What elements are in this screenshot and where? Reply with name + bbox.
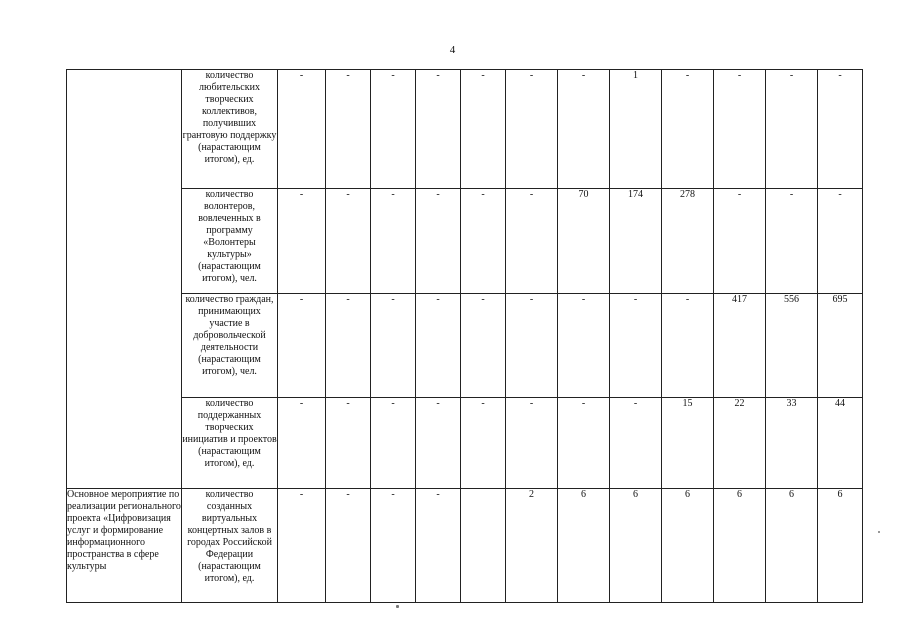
- value-cell: [662, 489, 714, 603]
- value-text: -: [685, 294, 690, 305]
- value-cell: [610, 294, 662, 398]
- value-cell: [818, 294, 863, 398]
- value-text: 417: [732, 294, 747, 305]
- value-cell: [766, 70, 818, 189]
- value-cell: [416, 398, 461, 489]
- value-cell: [326, 70, 371, 189]
- value-text: 695: [832, 294, 848, 305]
- value-cell: [714, 70, 766, 189]
- value-cell: [818, 398, 863, 489]
- value-cell: [326, 189, 371, 294]
- value-cell: [416, 294, 461, 398]
- value-cell: [416, 70, 461, 189]
- value-text: -: [581, 398, 586, 409]
- value-cell: [766, 294, 818, 398]
- value-cell: [818, 489, 863, 603]
- value-text: -: [581, 294, 586, 305]
- value-text: -: [838, 189, 842, 200]
- value-cell: [461, 489, 506, 603]
- value-cell: [278, 70, 326, 189]
- value-cell: [326, 489, 371, 603]
- table-row: [67, 398, 863, 489]
- value-text: -: [346, 398, 350, 409]
- value-cell: [461, 70, 506, 189]
- value-cell: [506, 189, 558, 294]
- value-cell: [662, 294, 714, 398]
- value-cell: [662, 189, 714, 294]
- indicator-cell: количество граждан, принимающих участие в добровольческой деятельности (нарастающим итогом), чел.: [182, 294, 278, 398]
- value-text: -: [299, 189, 304, 200]
- value-cell: [278, 398, 326, 489]
- value-text: 6: [837, 489, 843, 500]
- value-cell: [461, 294, 506, 398]
- value-text: 1: [633, 70, 638, 81]
- value-cell: [714, 489, 766, 603]
- value-text: -: [346, 294, 350, 305]
- value-cell: [766, 398, 818, 489]
- value-cell: [506, 489, 558, 603]
- value-cell: [558, 398, 610, 489]
- value-cell: [766, 489, 818, 603]
- value-cell: [714, 294, 766, 398]
- table-row: [67, 189, 863, 294]
- value-text: 2: [529, 489, 534, 500]
- value-cell: [714, 398, 766, 489]
- value-cell: [662, 398, 714, 489]
- table-row: [67, 70, 863, 189]
- value-text: -: [299, 398, 304, 409]
- value-cell: [818, 70, 863, 189]
- value-text: 70: [578, 189, 589, 200]
- value-cell: [506, 398, 558, 489]
- value-text: 15: [682, 398, 693, 409]
- value-text: 33: [786, 398, 797, 409]
- value-text: 6: [685, 489, 690, 500]
- value-cell: [558, 294, 610, 398]
- scan-speck: [878, 531, 880, 533]
- value-cell: [371, 398, 416, 489]
- indicator-cell: количество волонтеров, вовлеченных в программу «Волонтеры культуры» (нарастающим итогом), чел.: [182, 189, 278, 294]
- indicator-cell: количество созданных виртуальных концертных залов в городах Российской Федерации (нарастающим итогом), ед.: [182, 489, 278, 603]
- table-row: [67, 294, 863, 398]
- value-cell: [416, 189, 461, 294]
- value-text: -: [481, 294, 485, 305]
- value-cell: [610, 70, 662, 189]
- value-text: -: [391, 398, 395, 409]
- value-text: -: [737, 70, 742, 81]
- value-cell: [416, 489, 461, 603]
- value-text: -: [391, 294, 395, 305]
- value-text: -: [346, 189, 350, 200]
- value-cell: [371, 70, 416, 189]
- value-text: -: [737, 189, 742, 200]
- value-text: -: [436, 294, 440, 305]
- value-text: -: [391, 189, 395, 200]
- value-text: -: [529, 70, 534, 81]
- value-text: -: [391, 489, 395, 500]
- value-text: -: [481, 398, 485, 409]
- value-text: -: [436, 189, 440, 200]
- value-text: -: [346, 489, 350, 500]
- value-text: -: [436, 398, 440, 409]
- value-cell: [506, 70, 558, 189]
- value-cell: [278, 189, 326, 294]
- value-cell: [326, 294, 371, 398]
- value-cell: [818, 189, 863, 294]
- value-text: -: [529, 398, 534, 409]
- value-text: 6: [581, 489, 586, 500]
- value-cell: [766, 189, 818, 294]
- value-cell: [371, 294, 416, 398]
- value-cell: [278, 489, 326, 603]
- value-cell: [371, 189, 416, 294]
- value-cell: [610, 398, 662, 489]
- value-text: -: [299, 294, 304, 305]
- value-cell: [506, 294, 558, 398]
- value-text: 278: [680, 189, 695, 200]
- value-cell: [278, 294, 326, 398]
- value-text: -: [481, 70, 485, 81]
- value-cell: [371, 489, 416, 603]
- program-cell-empty: [67, 70, 182, 489]
- value-text: -: [789, 189, 794, 200]
- value-text: -: [633, 294, 638, 305]
- value-cell: [714, 189, 766, 294]
- value-text: 6: [789, 489, 794, 500]
- table-row: [67, 489, 863, 603]
- value-cell: [326, 398, 371, 489]
- value-text: -: [529, 294, 534, 305]
- value-cell: [558, 189, 610, 294]
- value-text: -: [581, 70, 586, 81]
- value-text: 44: [835, 398, 845, 409]
- indicator-cell: количество поддержанных творческих инициатив и проектов (нарастающим итогом), ед.: [182, 398, 278, 489]
- value-text: -: [633, 398, 638, 409]
- value-text: -: [838, 70, 842, 81]
- value-text: -: [391, 70, 395, 81]
- value-cell: [662, 70, 714, 189]
- indicators-table: [66, 69, 863, 603]
- value-cell: [610, 189, 662, 294]
- value-text: -: [436, 489, 440, 500]
- value-cell: [558, 70, 610, 189]
- value-text: -: [789, 70, 794, 81]
- value-text: -: [685, 70, 690, 81]
- value-text: 174: [628, 189, 643, 200]
- program-cell: Основное мероприятие по реализации регионального проекта «Цифровизация услуг и формирование информационного пространства в сфере культуры: [67, 489, 182, 603]
- value-text: -: [529, 189, 534, 200]
- value-cell: [558, 489, 610, 603]
- value-text: -: [299, 489, 304, 500]
- value-text: -: [346, 70, 350, 81]
- scan-speck: [396, 605, 399, 608]
- indicator-cell: количество любительских творческих коллективов, получивших грантовую поддержку (нарастающим итогом), ед.: [182, 70, 278, 189]
- value-cell: [461, 398, 506, 489]
- value-text: -: [481, 189, 485, 200]
- page-number: 4: [449, 44, 456, 56]
- value-text: 22: [734, 398, 745, 409]
- value-cell: [461, 189, 506, 294]
- value-text: 6: [633, 489, 638, 500]
- value-cell: [610, 489, 662, 603]
- value-text: 556: [784, 294, 799, 305]
- value-text: -: [299, 70, 304, 81]
- value-text: -: [436, 70, 440, 81]
- value-text: 6: [737, 489, 742, 500]
